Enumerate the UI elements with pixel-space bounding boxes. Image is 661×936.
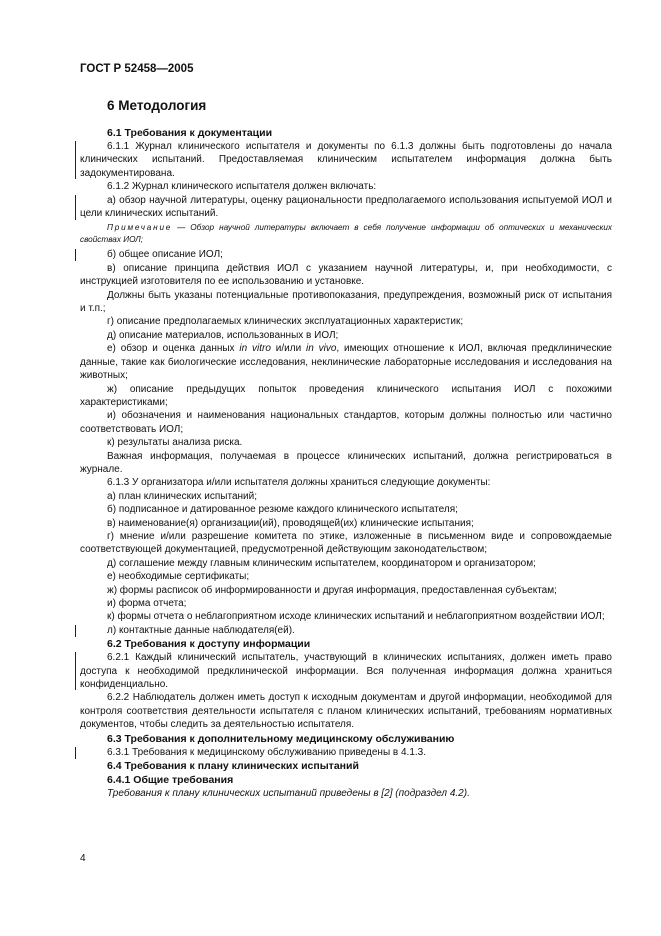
subsection-6-2-title: 6.2 Требования к доступу информации bbox=[107, 638, 311, 651]
change-bar bbox=[75, 652, 76, 690]
change-bar bbox=[75, 249, 76, 261]
list-item-a: а) обзор научной литературы, оценку рациональности предполагаемого использования испытуемой ИОЛ и цели клинических испытаний. bbox=[80, 194, 612, 221]
paragraph-6-3-1: 6.3.1 Требования к медицинскому обслуживанию приведены в 4.1.3. bbox=[80, 746, 612, 759]
note-label: Примечание bbox=[107, 223, 173, 233]
list-item-d: д) описание материалов, использованных в ИОЛ; bbox=[107, 329, 339, 341]
paragraph-6-1-3: 6.1.3 У организатора и/или испытателя должны храниться следующие документы: bbox=[107, 477, 491, 489]
list-item-k: к) результаты анализа риска. bbox=[107, 437, 243, 449]
note-text: — Обзор научной литературы включает в себя получение информации об оптических и механических свойствах ИОЛ; bbox=[80, 223, 612, 245]
change-bar bbox=[75, 625, 76, 637]
subsection-6-4-title: 6.4 Требования к плану клинических испытаний bbox=[107, 760, 359, 773]
paragraph-6-1-2: 6.1.2 Журнал клинического испытателя должен включать: bbox=[107, 181, 377, 193]
doc-list-item: и) форма отчета; bbox=[107, 598, 187, 609]
page-content bbox=[80, 98, 612, 800]
doc-list-item: г) мнение и/или разрешение комитета по этике, изложенные в письменном виде и сопровождаемые соответствующей документацией, предусмотренной действующим законодательством; bbox=[80, 530, 612, 556]
list-item-zh: ж) описание предыдущих попыток проведения клинического испытания ИОЛ с похожими характеристиками; bbox=[80, 383, 612, 408]
subsection-6-1-title: 6.1 Требования к документации bbox=[107, 127, 273, 139]
list-item-b: б) общее описание ИОЛ; bbox=[80, 248, 612, 261]
change-bar bbox=[75, 195, 76, 220]
subsection-6-3-title: 6.3 Требования к дополнительному медицинскому обслуживанию bbox=[107, 732, 455, 745]
doc-list-item: ж) формы расписок об информированности и другая информация, предоставленная субъектам; bbox=[107, 584, 557, 596]
doc-list-item: в) наименование(я) организации(ий), проводящей(их) клинические испытания; bbox=[107, 517, 474, 529]
document-header: ГОСТ Р 52458—2005 bbox=[80, 63, 194, 75]
doc-list-item: е) необходимые сертификаты; bbox=[107, 571, 250, 583]
list-item-e: е) обзор и оценка данных in vitro и/или in vivo, имеющих отношение к ИОЛ, включая предклинические данные, такие как биологические исследования, неклинические лабораторные исследования и исследования на животных; bbox=[80, 343, 612, 382]
paragraph-6-2-1: 6.2.1 Каждый клинический испытатель, участвующий в клинических испытаниях, должен иметь право доступа к необходимой предклинической информации. Вся полученная информация должна храниться конфиденциально. bbox=[80, 651, 612, 691]
contraindications-paragraph: Должны быть указаны потенциальные противопоказания, предупреждения, возможный риск от испытания и т.п.; bbox=[80, 289, 612, 315]
change-bar bbox=[75, 747, 76, 759]
paragraph-6-2-2: 6.2.2 Наблюдатель должен иметь доступ к исходным документам и другой информации, необходимой для контроля соответствия деятельности испытателя с планом клинических испытаний, требованиям нормативных документов, чтобы следить за деятельностью испытателя. bbox=[80, 692, 612, 731]
paragraph-6-4-1: Требования к плану клинических испытаний приведены в [2] (подраздел 4.2). bbox=[107, 788, 470, 800]
doc-list-item: б) подписанное и датированное резюме каждого клинического испытателя; bbox=[107, 504, 458, 516]
note bbox=[80, 222, 612, 246]
list-item-g: г) описание предполагаемых клинических эксплуатационных характеристик; bbox=[107, 316, 464, 328]
subsection-6-4-1-title: 6.4.1 Общие требования bbox=[107, 774, 234, 787]
page-number: 4 bbox=[80, 853, 86, 864]
doc-list-item: д) соглашение между главным клиническим испытателем, координатором и организатором; bbox=[107, 557, 536, 569]
important-info-paragraph: Важная информация, получаемая в процессе клинических испытаний, должна регистрироваться в журнале. bbox=[80, 450, 612, 475]
paragraph-6-1-1: 6.1.1 Журнал клинического испытателя и документы по 6.1.3 должны быть подготовлены до начала клинических испытаний. Предоставляемая клиническим испытателем информация должна быть задокументирована. bbox=[80, 140, 612, 180]
section-title: 6 Методология bbox=[107, 98, 207, 113]
doc-list-item: к) формы отчета о неблагоприятном исходе клинических испытаний и неблагоприятном воздействии ИОЛ; bbox=[107, 611, 605, 623]
doc-list-item: а) план клинических испытаний; bbox=[107, 490, 257, 502]
list-item-i: и) обозначения и наименования национальных стандартов, которым должны полностью или частично соответствовать ИОЛ; bbox=[80, 410, 612, 435]
doc-list-item: л) контактные данные наблюдателя(ей). bbox=[80, 624, 612, 637]
list-item-v: в) описание принципа действия ИОЛ с указанием научной литературы, и, при необходимости, с инструкцией изготовителя по ее использованию и установке. bbox=[80, 262, 612, 288]
change-bar bbox=[75, 141, 76, 179]
